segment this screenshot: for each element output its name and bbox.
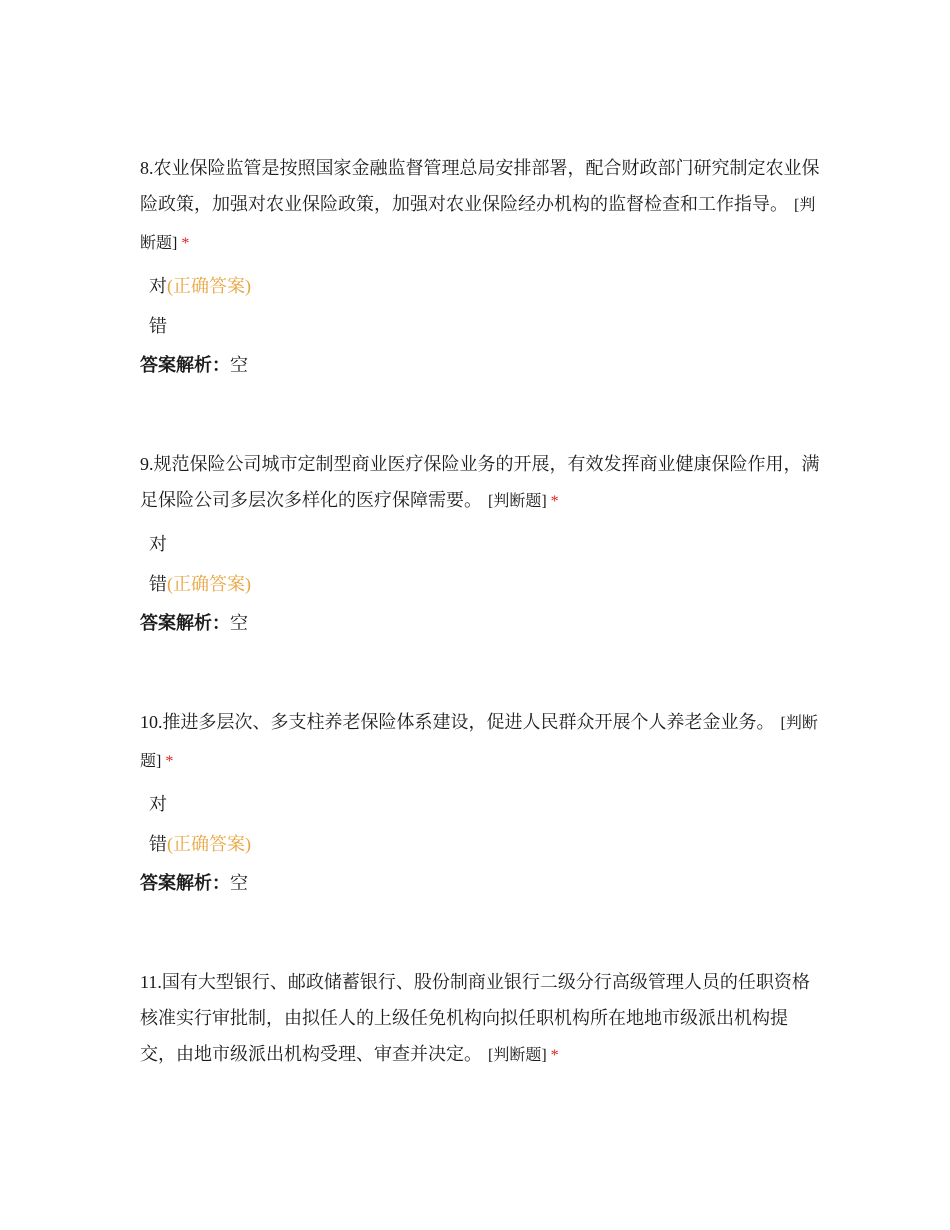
question-type: [判断题]	[488, 1047, 547, 1064]
question-text	[140, 704, 820, 780]
required-marker: *	[181, 235, 190, 252]
analysis-value: 空	[230, 873, 248, 893]
correct-answer-tag: (正确答案)	[167, 574, 251, 594]
question-body: 11.国有大型银行、邮政储蓄银行、股份制商业银行二级分行高级管理人员的任职资格核准实行审批制，由拟任人的上级任免机构向拟任职机构所在地地市级派出机构提交，由地市级派出机构受理、审查并决定。	[140, 972, 810, 1064]
option-label: 错	[149, 834, 167, 854]
question-body: 8.农业保险监管是按照国家金融监督管理总局安排部署，配合财政部门研究制定农业保险政策，加强对农业保险政策，加强对农业保险经办机构的监督检查和工作指导。	[140, 158, 820, 214]
question-8	[140, 150, 820, 384]
question-body: 9.规范保险公司城市定制型商业医疗保险业务的开展，有效发挥商业健康保险作用，满足保险公司多层次多样化的医疗保障需要。	[140, 454, 820, 510]
analysis-label: 答案解析：	[140, 613, 230, 633]
options-list	[140, 524, 820, 604]
question-text	[140, 446, 820, 520]
question-type: [判断题]	[140, 197, 816, 252]
analysis-value: 空	[230, 613, 248, 633]
option-label: 对	[149, 276, 167, 296]
required-marker: *	[165, 753, 174, 770]
option-true[interactable]	[140, 266, 820, 306]
answer-analysis	[140, 864, 820, 902]
option-false[interactable]	[140, 824, 820, 864]
option-true[interactable]	[140, 524, 820, 564]
answer-analysis	[140, 346, 820, 384]
option-false[interactable]	[140, 564, 820, 604]
required-marker: *	[550, 493, 559, 510]
question-text	[140, 964, 820, 1074]
option-label: 对	[149, 534, 167, 554]
question-10	[140, 704, 820, 902]
question-body: 10.推进多层次、多支柱养老保险体系建设，促进人民群众开展个人养老金业务。	[140, 712, 775, 732]
question-list	[140, 150, 820, 1136]
options-list	[140, 784, 820, 864]
question-11	[140, 964, 820, 1074]
option-label: 错	[149, 316, 167, 336]
required-marker: *	[550, 1047, 559, 1064]
analysis-label: 答案解析：	[140, 355, 230, 375]
question-type: [判断题]	[488, 493, 547, 510]
option-false[interactable]	[140, 306, 820, 346]
correct-answer-tag: (正确答案)	[167, 276, 251, 296]
answer-analysis	[140, 604, 820, 642]
option-true[interactable]	[140, 784, 820, 824]
question-9	[140, 446, 820, 642]
question-text	[140, 150, 820, 262]
options-list	[140, 266, 820, 346]
correct-answer-tag: (正确答案)	[167, 834, 251, 854]
analysis-value: 空	[230, 355, 248, 375]
option-label: 对	[149, 794, 167, 814]
analysis-label: 答案解析：	[140, 873, 230, 893]
option-label: 错	[149, 574, 167, 594]
question-type: [判断题]	[140, 715, 818, 770]
